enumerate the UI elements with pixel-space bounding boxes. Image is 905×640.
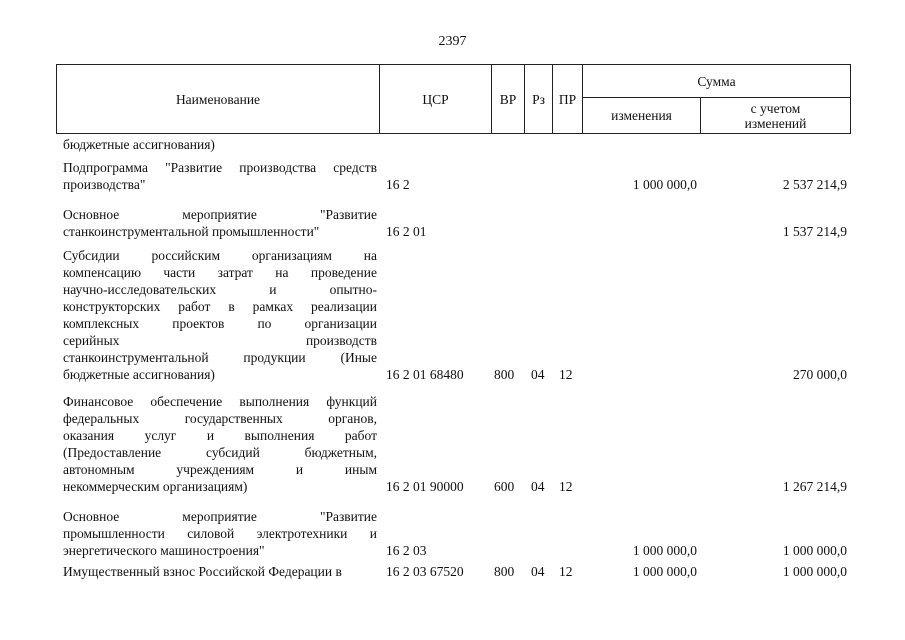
row-name-line: серийных производств xyxy=(63,333,377,348)
row-name-line: конструкторских работ в рамках реализации xyxy=(63,299,377,314)
header-rz xyxy=(524,64,553,134)
row-name xyxy=(63,159,377,193)
row-csr: 16 2 01 xyxy=(386,224,427,239)
header-name xyxy=(56,64,380,134)
row-name-line: производства" xyxy=(63,177,146,192)
header-vr-label: ВР xyxy=(499,91,517,107)
row-rz: 04 xyxy=(531,564,545,579)
row-rz: 04 xyxy=(531,479,545,494)
row-name-line: компенсацию части затрат на проведение xyxy=(63,265,377,280)
row-name-line: автономным учреждениям и иным xyxy=(63,462,377,477)
header-rz-label: Рз xyxy=(532,91,545,107)
header-changes-label: изменения xyxy=(611,108,672,123)
row-name-line: Финансовое обеспечение выполнения функций xyxy=(63,394,377,409)
header-csr xyxy=(379,64,492,134)
row-total: 1 537 214,9 xyxy=(782,224,847,239)
row-name-line: некоммерческим организациям) xyxy=(63,479,248,494)
row-name-line: Имущественный взнос Российской Федерации в xyxy=(63,564,342,579)
header-changes xyxy=(582,97,701,134)
row-name-line: станкоинструментальной продукции (Иные xyxy=(63,350,377,365)
row-name xyxy=(63,247,377,383)
row-name-line: федеральных государственных органов, xyxy=(63,411,377,426)
row-name-line: комплексных проектов по организации xyxy=(63,316,377,331)
row-changes: 1 000 000,0 xyxy=(632,564,697,579)
row-pr: 12 xyxy=(559,479,573,494)
header-with-changes-label: с учетом изменений xyxy=(744,100,807,131)
row-name-line: научно-исследовательских и опытно- xyxy=(63,282,377,297)
row-pr: 12 xyxy=(559,367,573,382)
row-vr: 800 xyxy=(494,367,515,382)
row-total: 1 267 214,9 xyxy=(782,479,847,494)
row-name-line: Подпрограмма "Развитие производства средств xyxy=(63,160,377,175)
row-name-line: Основное мероприятие "Развитие xyxy=(63,207,377,222)
row-name xyxy=(63,563,377,580)
row-vr: 600 xyxy=(494,479,515,494)
row-name-line: оказания услуг и выполнения работ xyxy=(63,428,377,443)
row-total: 1 000 000,0 xyxy=(782,564,847,579)
row-name-line: Основное мероприятие "Развитие xyxy=(63,509,377,524)
row-name-line: Субсидии российским организациям на xyxy=(63,248,377,263)
row-name xyxy=(63,206,377,240)
row-csr: 16 2 xyxy=(386,177,410,192)
row-csr: 16 2 03 67520 xyxy=(386,564,464,579)
row-name-line: бюджетные ассигнования) xyxy=(63,367,215,382)
row-csr: 16 2 03 xyxy=(386,543,427,558)
row-total: 270 000,0 xyxy=(793,367,847,382)
row-rz: 04 xyxy=(531,367,545,382)
row-name xyxy=(63,393,377,495)
row-name-line: станкоинструментальной промышленности" xyxy=(63,224,320,239)
row-pr: 12 xyxy=(559,564,573,579)
row-name xyxy=(63,136,377,153)
page-number: 2397 xyxy=(438,34,467,49)
header-pr xyxy=(552,64,583,134)
header-sum-label: Сумма xyxy=(697,73,736,89)
header-pr-label: ПР xyxy=(558,91,577,107)
row-vr: 800 xyxy=(494,564,515,579)
header-with-changes xyxy=(700,97,851,134)
row-name-line: (Предоставление субсидий бюджетным, xyxy=(63,445,377,460)
row-name-line: энергетического машиностроения" xyxy=(63,543,265,558)
header-name-label: Наименование xyxy=(175,91,261,107)
row-csr: 16 2 01 90000 xyxy=(386,479,464,494)
row-changes: 1 000 000,0 xyxy=(632,543,697,558)
row-changes: 1 000 000,0 xyxy=(632,177,697,192)
header-csr-label: ЦСР xyxy=(422,91,449,107)
row-total: 2 537 214,9 xyxy=(782,177,847,192)
row-name-line: промышленности силовой электротехники и xyxy=(63,526,377,541)
row-name-line: бюджетные ассигнования) xyxy=(63,137,215,152)
row-csr: 16 2 01 68480 xyxy=(386,367,464,382)
header-sum xyxy=(582,64,851,98)
row-name xyxy=(63,508,377,559)
row-total: 1 000 000,0 xyxy=(782,543,847,558)
header-vr xyxy=(491,64,525,134)
